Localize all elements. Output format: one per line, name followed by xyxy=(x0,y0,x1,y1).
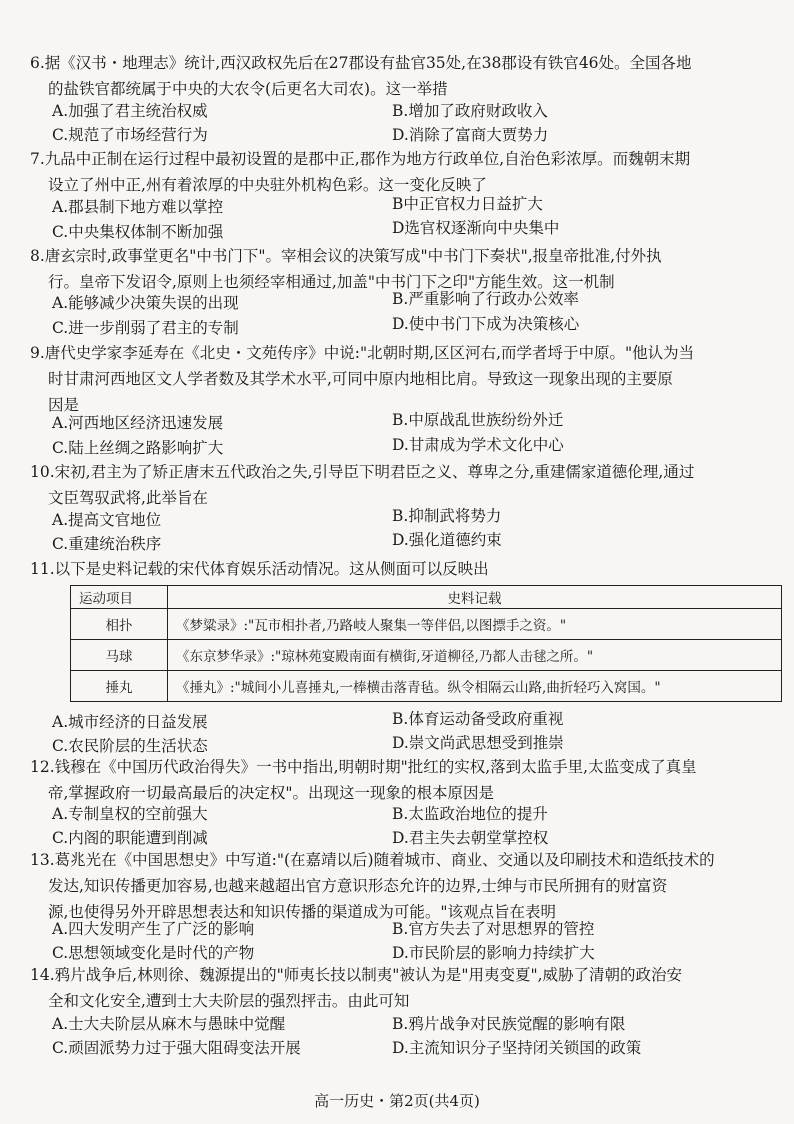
table-row xyxy=(71,609,782,640)
table-cell-record: 《捶丸》:"城间小儿喜捶丸,一棒横击落青毡。纵令相隔云山路,曲折轻巧入窝国。" xyxy=(168,671,782,702)
table-header-record: 史料记载 xyxy=(168,586,782,609)
q14-line1: 14.鸦片战争后,林则徐、魏源提出的"师夷长技以制夷"被认为是"用夷变夏",威胁了清朝的政治安 xyxy=(30,966,683,984)
q8-line2: 行。皇帝下发诏令,原则上也须经宰相通过,加盖"中书门下之印"方能生效。这一机制 xyxy=(48,273,615,291)
table-header-row xyxy=(71,586,782,609)
q8-option-b: B.严重影响了行政办公效率 xyxy=(392,290,579,308)
q11-option-b: B.体育运动备受政府重视 xyxy=(392,710,564,728)
table-header-item: 运动项目 xyxy=(71,586,168,609)
q14-line2: 全和文化安全,遭到士大夫阶层的强烈抨击。由此可知 xyxy=(48,992,410,1010)
q9-line1: 9.唐代史学家李延寿在《北史・文苑传序》中说:"北朝时期,区区河右,而学者埒于中原。"他认为当 xyxy=(30,344,695,362)
q12-line1: 12.钱穆在《中国历代政治得失》一书中指出,明朝时期"批红的实权,落到太监手里,太监变成了真皇 xyxy=(30,758,697,776)
table-cell-item: 马球 xyxy=(71,640,168,671)
q7-option-b: B中正官权力日益扩大 xyxy=(392,195,543,213)
q11-line1: 11.以下是史料记载的宋代体育娱乐活动情况。这从侧面可以反映出 xyxy=(30,560,489,578)
table-cell-record: 《梦粱录》:"瓦市相扑者,乃路岐人聚集一等伴侣,以图摽手之资。" xyxy=(168,609,782,640)
question-11-stem xyxy=(30,556,786,582)
q7-line2: 设立了州中正,州有着浓厚的中央驻外机构色彩。这一变化反映了 xyxy=(48,176,487,194)
q8-option-a: A.能够减少决策失误的出现 xyxy=(52,294,239,312)
table-row xyxy=(71,640,782,671)
q11-option-d: D.崇文尚武思想受到推崇 xyxy=(392,734,564,752)
q6-option-d: D.消除了富商大贾势力 xyxy=(392,126,549,144)
question-7-stem xyxy=(30,146,786,198)
q9-option-c: C.陆上丝绸之路影响扩大 xyxy=(52,439,224,457)
q14-option-b: B.鸦片战争对民族觉醒的影响有限 xyxy=(392,1015,626,1033)
q10-option-d: D.强化道德约束 xyxy=(392,531,502,549)
table-cell-record: 《东京梦华录》:"琼林苑宴殿南面有横街,牙道柳径,乃都人击毬之所。" xyxy=(168,640,782,671)
table-cell-item: 捶丸 xyxy=(71,671,168,702)
q12-option-c: C.内阁的职能遭到削减 xyxy=(52,829,208,847)
q13-option-d: D.市民阶层的影响力持续扩大 xyxy=(392,944,595,962)
q12-option-a: A.专制皇权的空前强大 xyxy=(52,805,208,823)
q13-option-c: C.思想领域变化是时代的产物 xyxy=(52,944,255,962)
q6-line2: 的盐铁官都统属于中央的大农令(后更名大司农)。这一举措 xyxy=(48,80,448,98)
question-13-stem xyxy=(30,847,786,925)
q9-line3: 因是 xyxy=(48,396,80,414)
q7-option-d: D选官权逐渐向中央集中 xyxy=(392,219,560,237)
q10-line2: 文臣驾驭武将,此举旨在 xyxy=(48,489,208,507)
q9-option-b: B.中原战乱世族纷纷外迁 xyxy=(392,411,564,429)
q10-line1: 10.宋初,君主为了矫正唐末五代政治之失,引导臣下明君臣之义、尊卑之分,重建儒家道德伦理,通过 xyxy=(30,463,695,481)
historical-records-table xyxy=(70,585,782,702)
q6-option-b: B.增加了政府财政收入 xyxy=(392,102,548,120)
q12-option-d: D.君主失去朝堂掌控权 xyxy=(392,829,549,847)
q6-line1: 6.据《汉书・地理志》统计,西汉政权先后在27郡设有盐官35处,在38郡设有铁官46处。全国各地 xyxy=(30,54,692,72)
q12-line2: 帝,掌握政府一切最高最后的决定权"。出现这一现象的根本原因是 xyxy=(48,784,495,802)
question-12-stem xyxy=(30,754,786,806)
q13-line2: 发达,知识传播更加容易,也越来越超出官方意识形态允许的边界,士绅与市民所拥有的财富资 xyxy=(48,877,668,895)
q8-option-d: D.使中书门下成为决策核心 xyxy=(392,315,580,333)
page-footer: 高一历史・第2页(共4页) xyxy=(314,1092,480,1110)
q10-option-b: B.抑制武将势力 xyxy=(392,507,502,525)
q7-option-c: C.中央集权体制不断加强 xyxy=(52,223,224,241)
q12-option-b: B.太监政治地位的提升 xyxy=(392,805,548,823)
table-cell-item: 相扑 xyxy=(71,609,168,640)
q7-line1: 7.九品中正制在运行过程中最初设置的是郡中正,郡作为地方行政单位,自治色彩浓厚。而魏朝末期 xyxy=(30,150,691,168)
q9-line2: 时甘肃河西地区文人学者数及其学术水平,可同中原内地相比肩。导致这一现象出现的主要原 xyxy=(48,370,673,388)
q14-option-d: D.主流知识分子坚持闭关锁国的政策 xyxy=(392,1039,642,1057)
question-10-stem xyxy=(30,459,786,511)
q9-option-a: A.河西地区经济迅速发展 xyxy=(52,414,224,432)
q10-option-c: C.重建统治秩序 xyxy=(52,535,162,553)
question-14-stem xyxy=(30,962,786,1014)
q13-line1: 13.葛兆光在《中国思想史》中写道:"(在嘉靖以后)随着城市、商业、交通以及印刷技术和造纸技术的 xyxy=(30,851,715,869)
q6-option-c: C.规范了市场经营行为 xyxy=(52,126,208,144)
q6-option-a: A.加强了君主统治权威 xyxy=(52,102,208,120)
q10-option-a: A.提高文官地位 xyxy=(52,511,162,529)
q11-option-a: A.城市经济的日益发展 xyxy=(52,713,208,731)
q9-option-d: D.甘肃成为学术文化中心 xyxy=(392,436,564,454)
q8-line1: 8.唐玄宗时,政事堂更名"中书门下"。宰相会议的决策写成"中书门下奏状",报皇帝批准,付外执 xyxy=(30,247,662,265)
q14-option-a: A.士大夫阶层从麻木与愚昧中觉醒 xyxy=(52,1015,286,1033)
q14-option-c: C.顽固派势力过于强大阻碍变法开展 xyxy=(52,1039,301,1057)
q11-option-c: C.农民阶层的生活状态 xyxy=(52,737,208,755)
table-row xyxy=(71,671,782,702)
q7-option-a: A.郡县制下地方难以掌控 xyxy=(52,198,224,216)
question-9-stem xyxy=(30,340,786,418)
question-6-stem xyxy=(30,50,786,102)
q13-line3: 源,也使得另外开辟思想表达和知识传播的渠道成为可能。"该观点旨在表明 xyxy=(48,903,557,921)
q8-option-c: C.进一步削弱了君主的专制 xyxy=(52,319,239,337)
q13-option-b: B.官方失去了对思想界的管控 xyxy=(392,920,595,938)
q13-option-a: A.四大发明产生了广泛的影响 xyxy=(52,920,255,938)
